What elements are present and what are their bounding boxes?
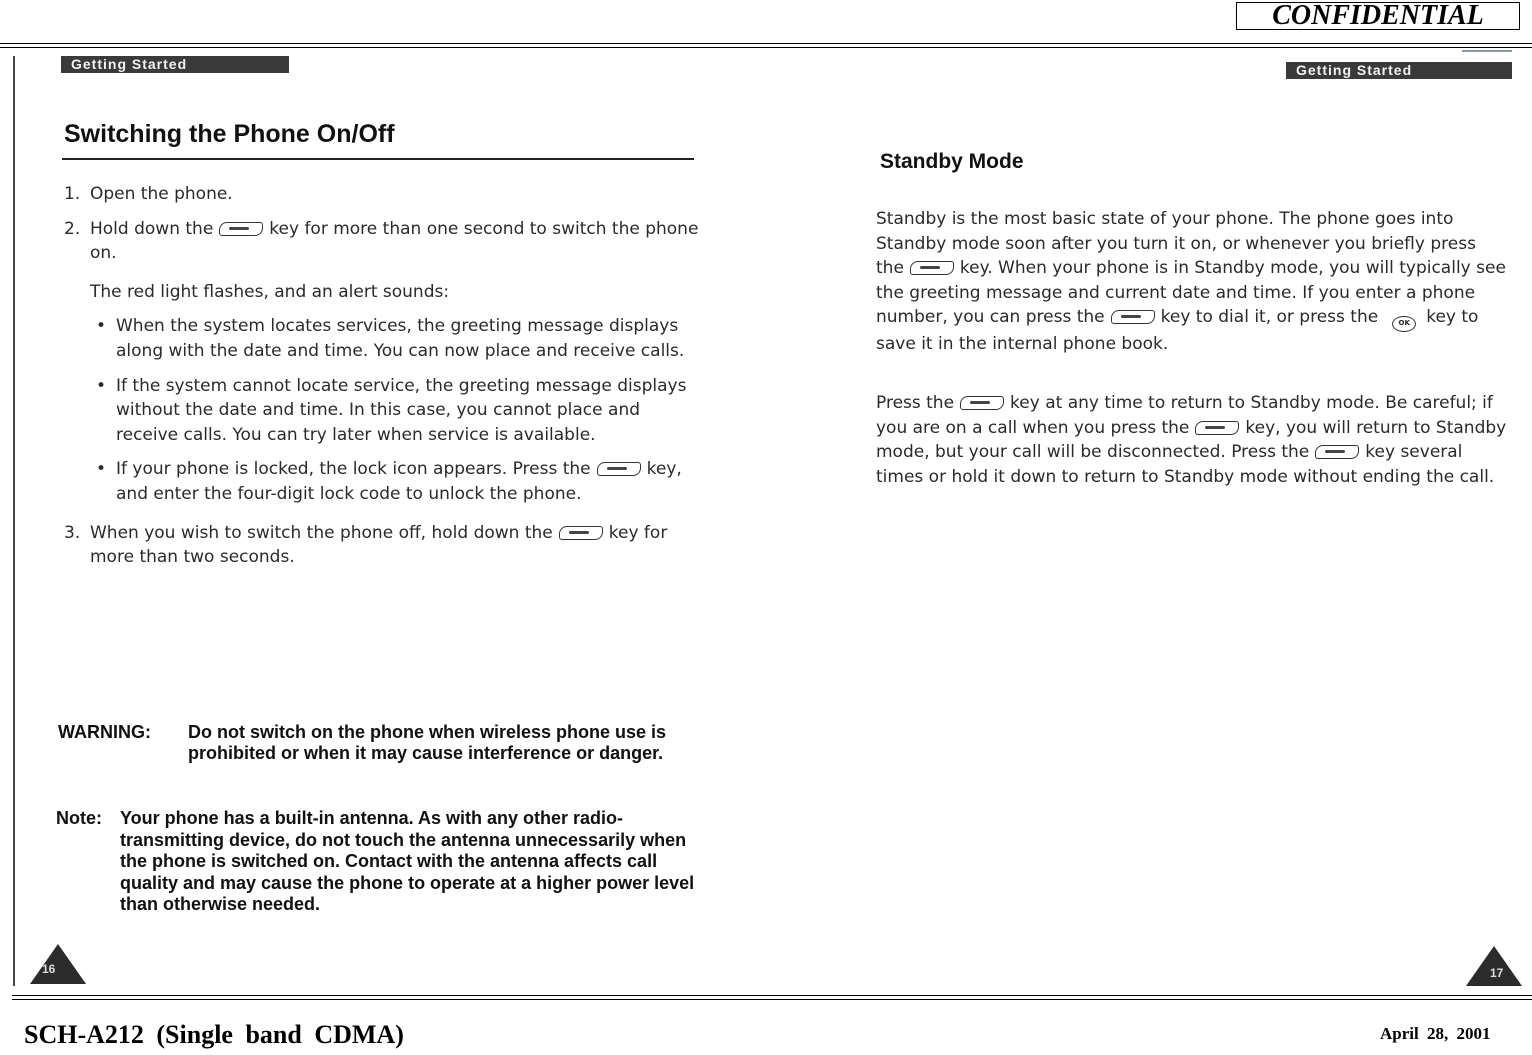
right-page-body [876,207,1508,489]
end-key-icon [559,526,603,540]
bullet-item: • When the system locates services, the greeting message displays along with the date and time. You can now place and receive calls. [96,316,685,361]
step-2-detail: The red light flashes, and an alert sounds: [90,281,450,302]
section-tab-left: Getting Started [61,56,289,73]
end-key-icon [219,222,263,236]
standby-paragraph-2: Press the key at any time to return to Standby mode. Be careful; if you are on a call when you press the key, you will return to Standby mode, but your call will be disconnected. Press the key several times or hold it down to return to Standby mode without ending the call. [876,392,1507,487]
page-number-left: 16 [42,962,56,976]
confidential-stamp: CONFIDENTIAL [1236,2,1520,30]
page-number-right: 17 [1490,966,1504,980]
header-rule-thin [0,47,1532,48]
step-2: 2. Hold down the key for more than one second to switch the phone on. [64,218,699,264]
footer-rule [12,995,1532,996]
end-key-icon [960,396,1004,410]
model-label: SCH-A212 (Single band CDMA) [24,1020,404,1049]
menu-key-icon [597,462,641,476]
header-rule [0,43,1532,44]
ok-key-icon: OK [1392,316,1416,332]
note-block [56,808,696,916]
page-title-left: Switching the Phone On/Off [64,120,395,148]
warning-block [58,722,698,764]
warning-label: WARNING: [58,722,151,742]
note-text: Your phone has a built-in antenna. As with any other radio-transmitting device, do not touch the antenna unnecessarily when the phone is switched on. Contact with the antenna affects call quality and may cause the phone to operate at a higher power level than otherwise needed. [120,808,695,914]
step-1: 1. Open the phone. [64,184,233,204]
document-date: April 28, 2001 [1380,1024,1491,1043]
bullet-item: • If the system cannot locate service, the greeting message displays without the date and time. In this case, you cannot place and receive calls. You can try later when service is available. [96,375,687,445]
note-label: Note: [56,808,102,828]
section-tab-right: Getting Started [1286,62,1512,79]
step-3: 3. When you wish to switch the phone off, hold down the key for more than two seconds. [64,522,668,568]
send-key-icon [1111,310,1155,324]
standby-paragraph-1: Standby is the most basic state of your phone. The phone goes into Standby mode soon after you turn it on, or whenever you briefly press the key. When your phone is in Standby mode, you will typically see the greeting message and current date and time. If you enter a phone number, you can press the key to dial it, or press the OK key to save it in the internal phone book. [876,209,1506,355]
title-underline [62,158,694,160]
left-page-body [60,182,700,570]
warning-text: Do not switch on the phone when wireless phone use is prohibited or when it may cause interference or danger. [188,722,667,763]
page-corner-triangle-icon [30,944,86,984]
clr-key-icon [1315,445,1359,459]
footer-rule-thin [12,999,1532,1000]
tab-marker [1462,50,1512,52]
end-key-icon [910,261,954,275]
end-key-icon [1195,421,1239,435]
page-title-right: Standby Mode [880,150,1024,173]
bullet-item: • If your phone is locked, the lock icon appears. Press the key, and enter the four-digit lock code to unlock the phone. [96,459,682,504]
left-page-edge [13,56,15,986]
